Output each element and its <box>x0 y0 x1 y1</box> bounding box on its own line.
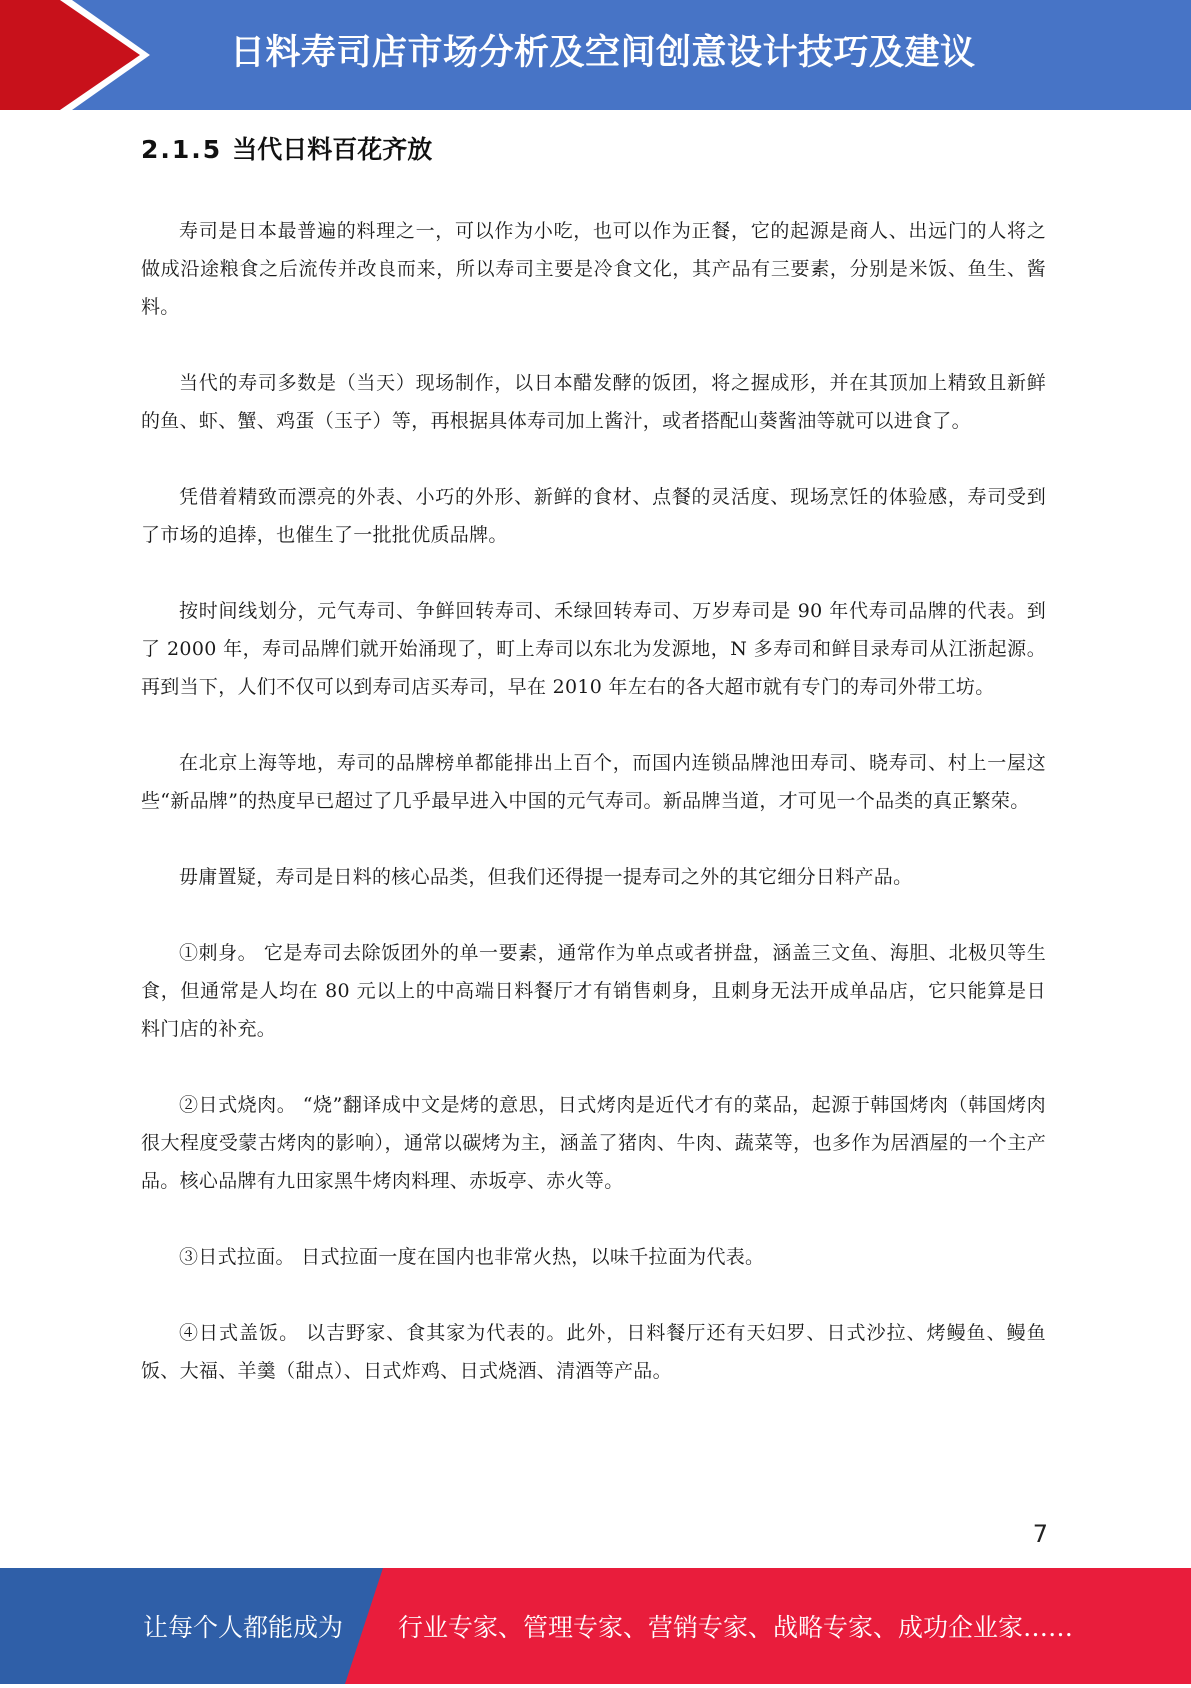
paragraph: 在北京上海等地，寿司的品牌榜单都能排出上百个，而国内连锁品牌池田寿司、晓寿司、村上一屋这些“新品牌”的热度早已超过了几乎最早进入中国的元气寿司。新品牌当道，才可见一个品类的真正繁荣。 <box>141 752 1046 812</box>
paragraph: ②日式烧肉。 “烧”翻译成中文是烤的意思，日式烤肉是近代才有的菜品，起源于韩国烤肉（韩国烤肉很大程度受蒙古烤肉的影响），通常以碳烤为主，涵盖了猪肉、牛肉、蔬菜等，也多作为居酒屋的一个主产品。核心品牌有九田家黑牛烤肉料理、赤坂亭、赤火等。 <box>141 1094 1046 1192</box>
header-arrow-shape <box>0 0 150 110</box>
paragraph: ①刺身。 它是寿司去除饭团外的单一要素，通常作为单点或者拼盘，涵盖三文鱼、海胆、北极贝等生食，但通常是人均在 80 元以上的中高端日料餐厅才有销售刺身，且刺身无法开成单品店，它只能算是日料门店的补充。 <box>141 942 1046 1040</box>
section-number: 2.1.5 <box>141 135 223 164</box>
paragraph: ④日式盖饭。 以吉野家、食其家为代表的。此外，日料餐厅还有天妇罗、日式沙拉、烤鳗鱼、鳗鱼饭、大福、羊羹（甜点）、日式炸鸡、日式烧酒、清酒等产品。 <box>141 1322 1046 1382</box>
paragraph: 当代的寿司多数是（当天）现场制作，以日本醋发酵的饭团，将之握成形，并在其顶加上精致且新鲜的鱼、虾、蟹、鸡蛋（玉子）等，再根据具体寿司加上酱汁，或者搭配山葵酱油等就可以进食了。 <box>141 372 1046 432</box>
paragraph: ③日式拉面。 日式拉面一度在国内也非常火热，以味千拉面为代表。 <box>179 1246 765 1268</box>
paragraph: 按时间线划分，元气寿司、争鲜回转寿司、禾绿回转寿司、万岁寿司是 90 年代寿司品牌的代表。到了 2000 年，寿司品牌们就开始涌现了，町上寿司以东北为发源地，N 多寿司和鲜目录寿司从江浙起源。再到当下，人们不仅可以到寿司店买寿司，早在 2010 年左右的各大超市就有专门的寿司外带工坊。 <box>141 600 1046 698</box>
footer-banner <box>0 1568 1191 1684</box>
footer-slogan-right: 行业专家、管理专家、营销专家、战略专家、成功企业家…… <box>398 1613 1074 1642</box>
paragraph: 寿司是日本最普遍的料理之一，可以作为小吃，也可以作为正餐，它的起源是商人、出远门的人将之做成沿途粮食之后流传并改良而来，所以寿司主要是冷食文化，其产品有三要素，分别是米饭、鱼生、酱料。 <box>141 220 1046 318</box>
header-banner <box>0 0 1191 110</box>
paragraph: 毋庸置疑，寿司是日料的核心品类，但我们还得提一提寿司之外的其它细分日料产品。 <box>179 866 913 888</box>
paragraph: 凭借着精致而漂亮的外表、小巧的外形、新鲜的食材、点餐的灵活度、现场烹饪的体验感，寿司受到了市场的追捧，也催生了一批批优质品牌。 <box>141 486 1046 546</box>
page-number: 7 <box>1032 1520 1048 1548</box>
section-title: 当代日料百花齐放 <box>232 135 433 164</box>
section-heading <box>141 130 432 166</box>
document-title: 日料寿司店市场分析及空间创意设计技巧及建议 <box>230 33 976 73</box>
body-content <box>141 212 1046 1428</box>
footer-slogan-left: 让每个人都能成为 <box>143 1613 344 1642</box>
